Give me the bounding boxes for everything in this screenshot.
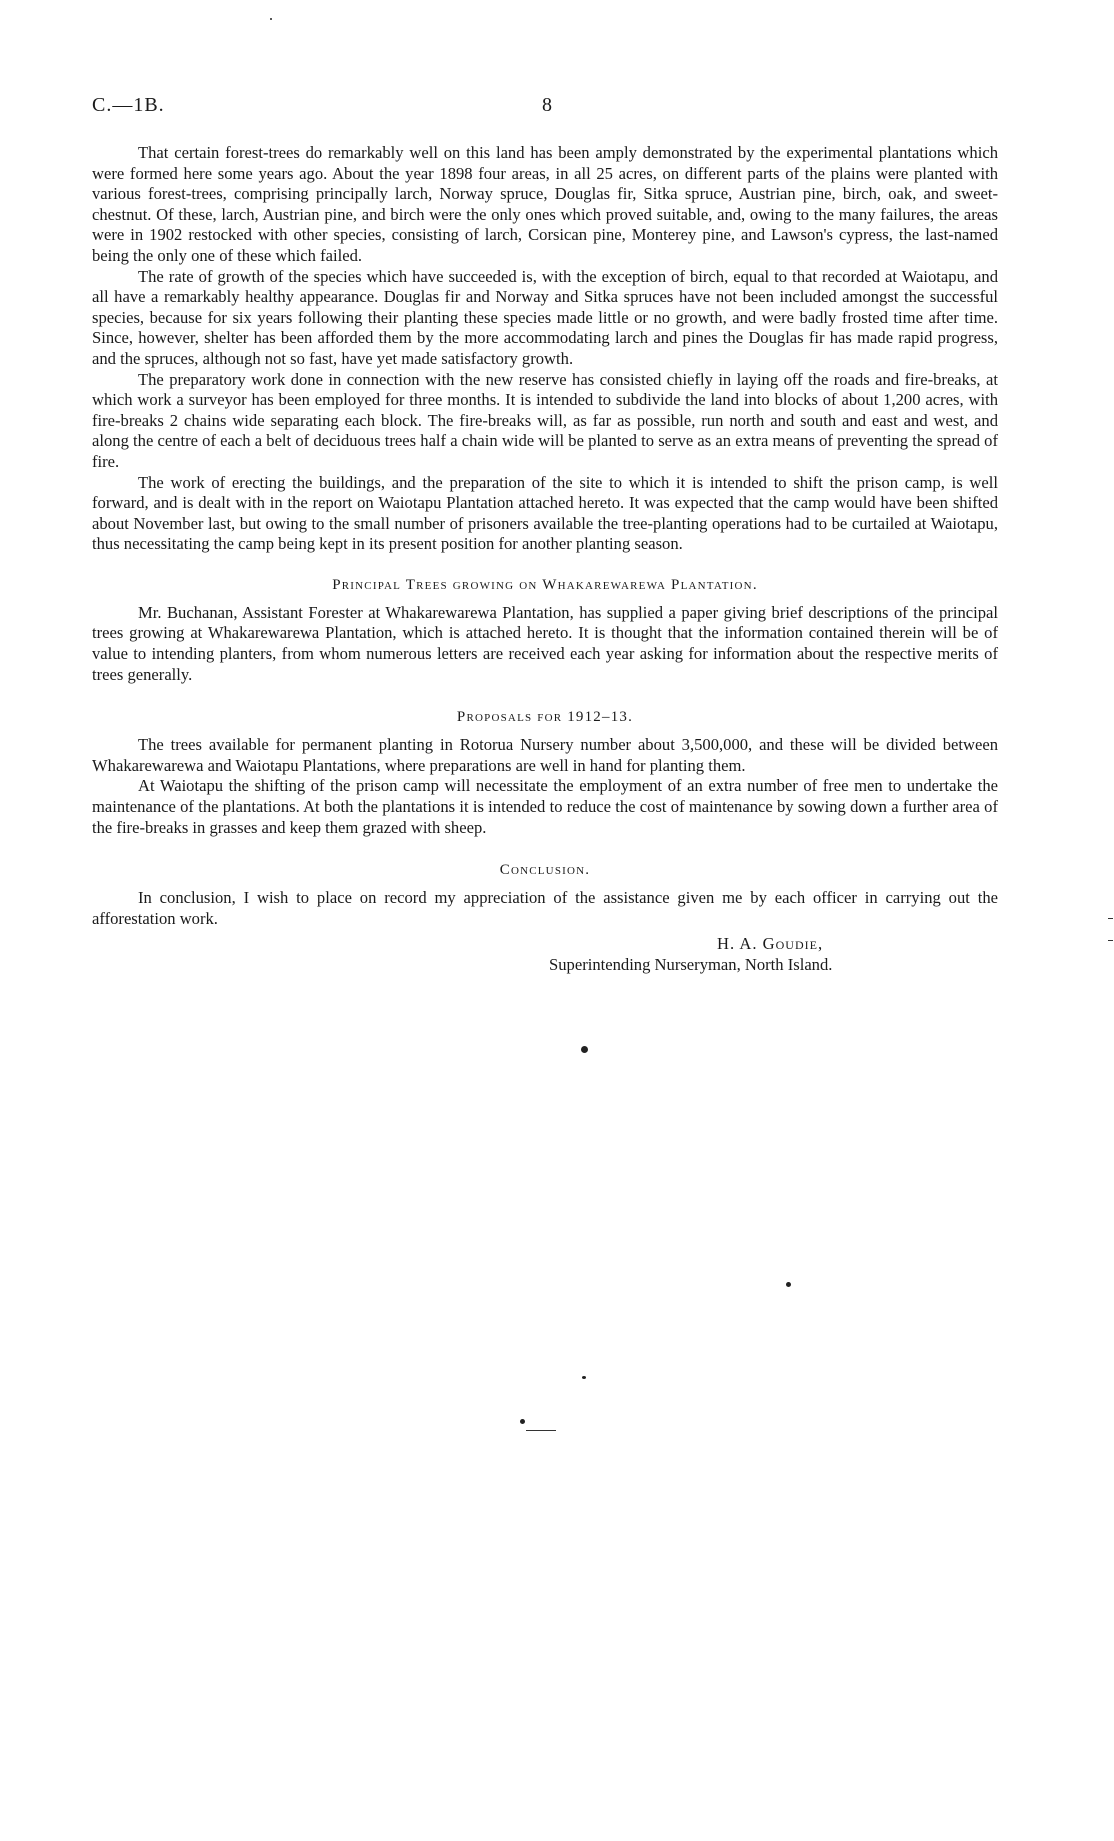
paragraph-prison-camp: The work of erecting the buildings, and the preparation of the site to which it is intended to shift the prison camp, is well forward, and is dealt with in the report on Waiotapu Plantation attached hereto. It was expected that the camp would have been shifted about November last, but owing to the small number of prisoners available the tree-planting operations had to be curtailed at Waiotapu, thus necessitating the camp being kept in its present position for another planting season. (92, 472, 998, 554)
paragraph-waiotapu-maintenance: At Waiotapu the shifting of the prison camp will necessitate the employment of an extra number of free men to undertake the maintenance of the plantations. At both the plantations it is intended to reduce the cost of maintenance by sowing down a further area of the fire-breaks in grasses and keep them grazed with sheep. (92, 776, 998, 837)
heading-conclusion: Conclusion. (499, 862, 591, 879)
page-number: 8 (542, 94, 552, 116)
paragraph-rate-of-growth: The rate of growth of the species which have succeeded is, with the exception of birch, equal to that recorded at Waiotapu, and all have a remarkably healthy appearance. Douglas fir and Norway and Sitka spruces have not been included amongst the successful species, because for six years following their planting these species made little or no growth, and were badly frosted time after time. Since, however, shelter has been afforded them by the more accommodating larch and pines the Douglas fir has made rapid progress, and the spruces, although not so fast, have yet made satisfactory growth. (92, 266, 998, 368)
paragraph-buchanan-paper: Mr. Buchanan, Assistant Forester at Whakarewarewa Plantation, has supplied a paper giving brief descriptions of the principal trees growing at Whakarewarewa Plantation, which is attached hereto. It is thought that the information contained therein will be of value to intending planters, from whom numerous letters are received each year asking for information about the respective merits of trees generally. (92, 602, 998, 684)
page-header (92, 88, 998, 128)
paragraph-nursery-trees: The trees available for permanent planting in Rotorua Nursery number about 3,500,000, and these will be divided between Whakarewarewa and Waiotapu Plantations, where preparations are well in hand for planting them. (92, 735, 998, 775)
signature-block (549, 933, 998, 975)
scan-speck (520, 1419, 525, 1424)
heading-proposals: Proposals for 1912–13. (456, 709, 634, 726)
scan-dash (1108, 918, 1113, 919)
scan-speck (270, 18, 272, 20)
scan-dash (526, 1430, 556, 1431)
scan-dash (1108, 940, 1113, 941)
scan-speck (786, 1282, 791, 1287)
document-body (92, 143, 998, 975)
paragraph-experimental-plantations: That certain forest-trees do remarkably well on this land has been amply demonstrated by the experimental plantations which were formed here some years ago. About the year 1898 four areas, in all 25 acres, on different parts of the plains were planted with various forest-trees, comprising principally larch, Norway spruce, Douglas fir, Sitka spruce, Austrian pine, birch, oak, and sweet-chestnut. Of these, larch, Austrian pine, and birch were the only ones which proved suitable, and, owing to the many failures, the areas were in 1902 restocked with other species, consisting of larch, Corsican pine, Monterey pine, and Lawson's cypress, the last-named being the only one of these which failed. (92, 143, 998, 265)
heading-principal-trees: Principal Trees growing on Whakarewarewa Plantation. (332, 576, 758, 593)
paragraph-preparatory-work: The preparatory work done in connection with the new reserve has consisted chiefly in laying off the roads and fire-breaks, at which work a surveyor has been employed for three months. It is intended to subdivide the land into blocks of about 1,200 acres, with fire-breaks 2 chains wide separating each block. The fire-breaks will, as far as possible, run north and south and east and west, and along the centre of each a belt of deciduous trees half a chain wide will be planted to serve as an extra means of preventing the spread of fire. (92, 369, 998, 471)
scan-speck (581, 1046, 588, 1053)
signatory-title: Superintending Nurseryman, North Island. (549, 955, 833, 975)
scan-speck (582, 1376, 586, 1379)
paragraph-conclusion: In conclusion, I wish to place on record my appreciation of the assistance given me by each officer in carrying out the afforestation work. (92, 888, 998, 928)
signatory-name: H. A. Goudie, (717, 934, 824, 954)
document-reference: C.—1B. (92, 94, 165, 116)
